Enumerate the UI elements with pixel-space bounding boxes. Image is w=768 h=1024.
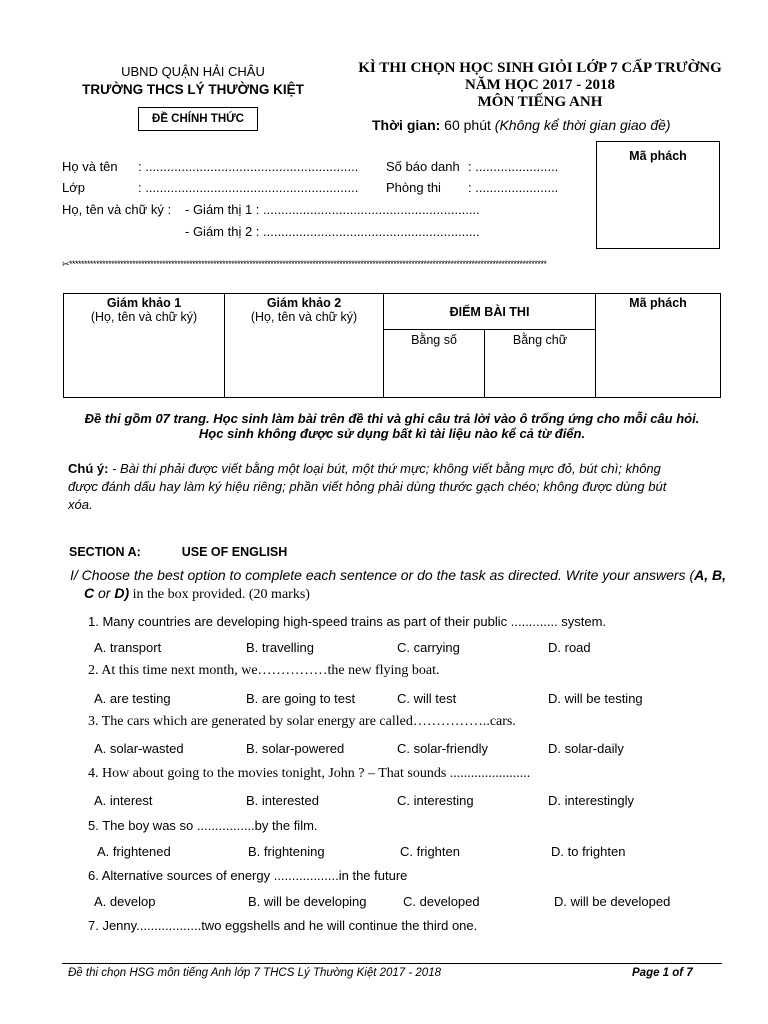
sbd-label: Số báo danh (386, 159, 460, 174)
instr-bold1: A, B, (694, 567, 726, 583)
section-title: USE OF ENGLISH (181, 545, 288, 559)
q3-option-c[interactable]: C. solar-friendly (397, 741, 489, 756)
q1-option-c[interactable]: C. carrying (397, 640, 460, 655)
proctor-label: Họ, tên và chữ ký : (62, 202, 172, 217)
q6-option-c[interactable]: C. developed (403, 894, 480, 909)
instr-part2: in the box provided. (20 marks) (129, 587, 310, 602)
official-exam-box (138, 107, 258, 131)
question-7: 7. Jenny..................two eggshells and he will continue the third one. (88, 918, 478, 933)
pages-note-line2: Học sinh không được sử dụng bất kì tài liệu nào kể cả từ điển. (198, 426, 586, 441)
page-number: Page 1 of 7 (632, 967, 693, 979)
q4-option-d[interactable]: D. interestingly (548, 793, 634, 808)
section-label: SECTION A: (69, 545, 141, 559)
caution-note (68, 460, 718, 514)
q4-option-b[interactable]: B. interested (246, 793, 319, 808)
subject: MÔN TIẾNG ANH (477, 94, 603, 110)
question-6: 6. Alternative sources of energy ..................in the future (88, 868, 408, 883)
q2-option-c[interactable]: C. will test (397, 691, 457, 706)
caution-label: Chú ý: (68, 461, 109, 476)
q1-option-a[interactable]: A. transport (94, 640, 162, 655)
q6-option-a[interactable]: A. develop (94, 894, 156, 909)
question-1: 1. Many countries are developing high-speed trains as part of their public ............. system. (88, 614, 607, 629)
q1-option-b[interactable]: B. travelling (246, 640, 314, 655)
score-header (384, 294, 596, 330)
proctor1-field[interactable]: - Giám thị 1 : ............................................................ (185, 202, 480, 217)
q2-option-a[interactable]: A. are testing (94, 691, 171, 706)
q3-option-a[interactable]: A. solar-wasted (94, 741, 184, 756)
name-label: Họ và tên (62, 159, 118, 174)
question-5: 5. The boy was so ................by the film. (88, 818, 318, 833)
class-label: Lớp (62, 180, 85, 195)
score-number-cell[interactable] (384, 330, 485, 398)
examiner1-sub: (Họ, tên và chữ ký) (90, 310, 198, 324)
class-field[interactable]: : ........................................................... (138, 180, 359, 195)
name-field[interactable]: : ........................................................... (138, 159, 359, 174)
examiner1-cell (64, 294, 225, 398)
ma-phach-label-2: Mã phách (629, 296, 687, 310)
section-heading (69, 545, 287, 559)
ma-phach-label: Mã phách (629, 149, 687, 163)
district-name: UBND QUẬN HẢI CHÂU (121, 64, 265, 79)
examiner2-sub: (Họ, tên và chữ ký) (250, 310, 358, 324)
q6-option-d[interactable]: D. will be developed (554, 894, 671, 909)
ma-phach-cell (596, 294, 721, 398)
grading-table (63, 293, 721, 398)
instr-part1: I/ Choose the best option to complete each sentence or do the task as directed. Write your answers ( (70, 567, 695, 583)
time-note: (Không kể thời gian giao đề) (494, 117, 671, 133)
exam-header (330, 60, 750, 111)
score-words-cell[interactable] (485, 330, 596, 398)
question-2: 2. At this time next month, we……………the new flying boat. (88, 663, 440, 678)
q5-option-b[interactable]: B. frightening (248, 844, 325, 859)
official-label: ĐỀ CHÍNH THỨC (152, 113, 244, 125)
footer-divider (62, 963, 722, 964)
instruction (70, 566, 730, 604)
sbd-field[interactable]: : ....................... (468, 159, 559, 174)
time-value: 60 phút (444, 117, 491, 133)
ma-phach-box (596, 141, 720, 249)
time-line (372, 117, 671, 133)
q4-option-a[interactable]: A. interest (94, 793, 153, 808)
question-4: 4. How about going to the movies tonight, John ? – That sounds ....................... (88, 766, 531, 781)
proctor2-field[interactable]: - Giám thị 2 : ............................................................ (185, 224, 480, 239)
score-words-label: Bằng chữ (512, 333, 568, 347)
q3-option-b[interactable]: B. solar-powered (246, 741, 345, 756)
school-year: NĂM HỌC 2017 - 2018 (465, 77, 615, 93)
q2-option-d[interactable]: D. will be testing (548, 691, 643, 706)
caution-line1: - Bài thi phải được viết bằng một loại bút, một thứ mực; không viết bằng mực đỏ, bút chì; không (108, 461, 661, 476)
q1-option-d[interactable]: D. road (548, 640, 591, 655)
room-field[interactable]: : ....................... (468, 180, 559, 195)
pages-note (62, 411, 722, 441)
footer-title: Đề thi chọn HSG môn tiếng Anh lớp 7 THCS Lý Thường Kiệt 2017 - 2018 (68, 967, 441, 979)
examiner2-cell (225, 294, 384, 398)
q6-option-b[interactable]: B. will be developing (248, 894, 367, 909)
instr-bold2: C (84, 585, 95, 601)
exam-title: KÌ THI CHỌN HỌC SINH GIỎI LỚP 7 CẤP TRƯỜNG (358, 60, 722, 76)
pages-note-line1: Đề thi gồm 07 trang. Học sinh làm bài trên đề thi và ghi câu trả lời vào ô trống ứng cho mỗi câu hỏi. (84, 411, 700, 426)
q5-option-d[interactable]: D. to frighten (551, 844, 626, 859)
instr-bold3: D) (114, 585, 130, 601)
q4-option-c[interactable]: C. interesting (397, 793, 474, 808)
cut-line: ✂*************************************************************************************************************************************************************** (62, 259, 547, 269)
school-header (58, 60, 328, 97)
examiner2-label: Giám khảo 2 (266, 296, 342, 310)
question-3: 3. The cars which are generated by solar energy are called……………..cars. (88, 714, 516, 729)
q5-option-a[interactable]: A. frightened (97, 844, 171, 859)
caution-line3: xóa. (68, 497, 93, 512)
caution-line2: được đánh dấu hay làm ký hiệu riêng; phần viết hỏng phải dùng thước gạch chéo; không được dùng bút (68, 479, 667, 494)
score-label: ĐIỂM BÀI THI (449, 304, 530, 319)
q2-option-b[interactable]: B. are going to test (246, 691, 356, 706)
q5-option-c[interactable]: C. frighten (400, 844, 460, 859)
examiner1-label: Giám khảo 1 (106, 296, 182, 310)
q3-option-d[interactable]: D. solar-daily (548, 741, 624, 756)
instr-or: or (94, 585, 115, 601)
room-label: Phòng thi (386, 180, 441, 195)
school-name: TRƯỜNG THCS LÝ THƯỜNG KIỆT (82, 82, 304, 97)
time-label: Thời gian: (372, 117, 441, 133)
score-number-label: Bằng số (411, 333, 457, 347)
